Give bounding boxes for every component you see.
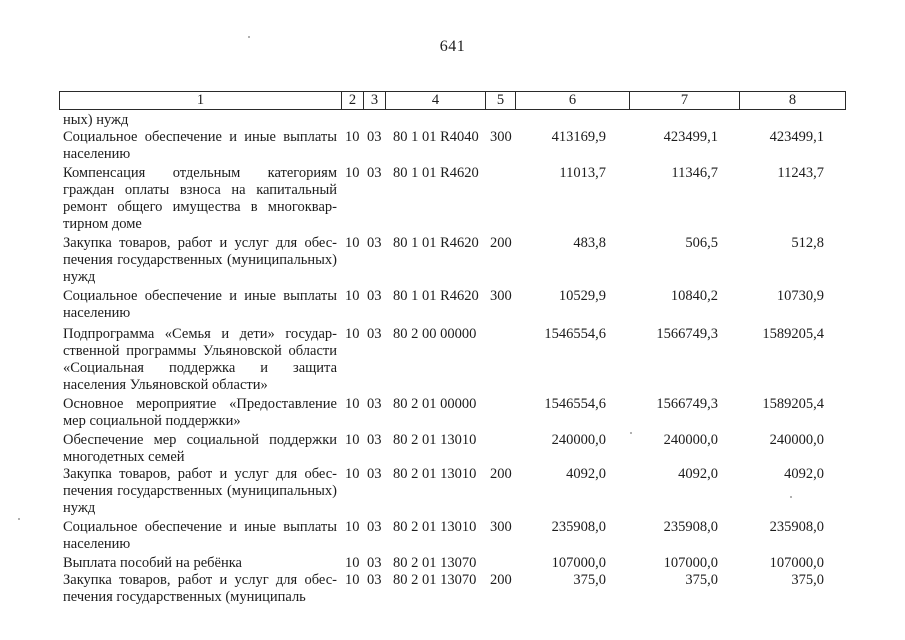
row-col-3: 03 — [367, 165, 382, 181]
row-col-3: 03 — [367, 466, 382, 482]
table-body — [0, 112, 905, 640]
header-col-7: 7 — [630, 92, 740, 109]
row-col-8: 1589205,4 — [762, 326, 824, 342]
row-col-6: 4092,0 — [566, 466, 606, 482]
row-name: Выплата пособий на ребёнка — [63, 555, 242, 571]
row-col-5: 300 — [490, 129, 512, 145]
row-col-7: 240000,0 — [663, 432, 718, 448]
table-row — [0, 519, 905, 553]
header-col-8: 8 — [788, 92, 797, 108]
row-col-4: 80 2 01 00000 — [393, 396, 477, 412]
row-col-8: 235908,0 — [769, 519, 824, 535]
table-row — [0, 396, 905, 430]
row-col-7: 506,5 — [685, 235, 718, 251]
row-col-6: 375,0 — [573, 572, 606, 588]
row-col-7: 11346,7 — [671, 165, 718, 181]
row-col-2: 10 — [345, 288, 360, 304]
table-row — [0, 326, 905, 394]
row-col-2: 10 — [345, 396, 360, 412]
row-name: Социальное обеспечение и иные выплаты населению — [63, 288, 337, 321]
header-col-2: 2 — [342, 92, 364, 109]
row-name: Социальное обеспечение и иные выплаты населению — [63, 129, 337, 162]
row-col-8: 10730,9 — [776, 288, 824, 304]
row-col-5: 200 — [490, 572, 512, 588]
row-col-6: 1546554,6 — [544, 326, 606, 342]
row-col-4: 80 2 01 13010 — [393, 432, 477, 448]
row-col-8: 375,0 — [791, 572, 824, 588]
table-row — [0, 555, 905, 572]
row-col-4: 80 2 01 13070 — [393, 572, 477, 588]
row-col-2: 10 — [345, 432, 360, 448]
row-col-7: 1566749,3 — [656, 326, 718, 342]
row-col-6: 240000,0 — [551, 432, 606, 448]
row-col-6: 107000,0 — [551, 555, 606, 571]
row-col-3: 03 — [367, 396, 382, 412]
row-col-7: 1566749,3 — [656, 396, 718, 412]
row-col-5: 200 — [490, 235, 512, 251]
row-col-4: 80 1 01 R4620 — [393, 165, 479, 181]
scan-speck — [248, 36, 250, 38]
row-col-2: 10 — [345, 519, 360, 535]
row-col-7: 423499,1 — [663, 129, 718, 145]
table-row — [0, 288, 905, 322]
row-name: Социальное обеспечение и иные выплаты населению — [63, 519, 337, 552]
row-col-6: 10529,9 — [558, 288, 606, 304]
continuation-row — [0, 112, 905, 129]
header-col-3: 3 — [364, 92, 386, 109]
row-col-3: 03 — [367, 519, 382, 535]
row-col-3: 03 — [367, 432, 382, 448]
table-rows — [0, 129, 905, 606]
row-col-7: 10840,2 — [670, 288, 718, 304]
scan-speck — [630, 432, 632, 434]
row-col-8: 240000,0 — [769, 432, 824, 448]
table-row — [0, 432, 905, 466]
row-name: Обеспечение мер социальной поддержки многодетных семей — [63, 432, 337, 465]
table-row — [0, 165, 905, 233]
scan-speck — [18, 518, 20, 520]
page-number: 641 — [439, 38, 466, 55]
table-row — [0, 129, 905, 163]
row-col-4: 80 2 01 13010 — [393, 466, 477, 482]
row-col-8: 423499,1 — [769, 129, 824, 145]
row-col-6: 235908,0 — [551, 519, 606, 535]
row-col-8: 1589205,4 — [762, 396, 824, 412]
row-name: Закупка товаров, работ и услуг для обеспечения государственных (муниципальных) нужд — [63, 235, 337, 285]
row-col-2: 10 — [345, 326, 360, 342]
row-col-3: 03 — [367, 129, 382, 145]
table-header — [59, 91, 846, 110]
row-col-6: 483,8 — [573, 235, 606, 251]
row-col-3: 03 — [367, 326, 382, 342]
row-col-7: 235908,0 — [663, 519, 718, 535]
row-col-8: 512,8 — [791, 235, 824, 251]
row-col-2: 10 — [345, 466, 360, 482]
row-col-5: 300 — [490, 288, 512, 304]
row-col-6: 1546554,6 — [544, 396, 606, 412]
row-col-8: 107000,0 — [769, 555, 824, 571]
row-col-4: 80 1 01 R4620 — [393, 288, 479, 304]
row-name: Закупка товаров, работ и услуг для обеспечения государственных (муниципаль — [63, 572, 337, 605]
row-name: Компенсация отдельным категориям граждан оплаты взноса на капитальный ремонт общего имущества в многоквартирном доме — [63, 165, 337, 232]
header-col-6: 6 — [516, 92, 630, 109]
table-row — [0, 235, 905, 286]
scan-speck — [790, 496, 792, 498]
row-name: Подпрограмма «Семья и дети» государственной программы Ульяновской области «Социальная поддержка и защита населения Ульяновской области» — [63, 326, 337, 393]
header-col-4: 4 — [386, 92, 486, 109]
row-col-2: 10 — [345, 235, 360, 251]
row-col-6: 11013,7 — [559, 165, 606, 181]
table-row — [0, 466, 905, 517]
row-col-4: 80 1 01 R4040 — [393, 129, 479, 145]
row-col-4: 80 1 01 R4620 — [393, 235, 479, 251]
row-col-8: 11243,7 — [777, 165, 824, 181]
row-col-4: 80 2 01 13070 — [393, 555, 477, 571]
row-col-7: 4092,0 — [678, 466, 718, 482]
row-col-2: 10 — [345, 555, 360, 571]
row-col-2: 10 — [345, 165, 360, 181]
row-col-5: 200 — [490, 466, 512, 482]
row-col-4: 80 2 01 13010 — [393, 519, 477, 535]
row-name: Закупка товаров, работ и услуг для обеспечения государственных (муниципальных) нужд — [63, 466, 337, 516]
row-col-7: 107000,0 — [663, 555, 718, 571]
row-col-3: 03 — [367, 235, 382, 251]
header-col-5: 5 — [486, 92, 516, 109]
table-row — [0, 572, 905, 606]
row-col-7: 375,0 — [685, 572, 718, 588]
continuation-text: ных) нужд — [63, 112, 129, 128]
header-col-1: 1 — [60, 92, 342, 109]
row-col-3: 03 — [367, 572, 382, 588]
row-col-3: 03 — [367, 288, 382, 304]
row-col-5: 300 — [490, 519, 512, 535]
row-col-8: 4092,0 — [784, 466, 824, 482]
row-name: Основное мероприятие «Предоставление мер социальной поддержки» — [63, 396, 337, 429]
row-col-2: 10 — [345, 129, 360, 145]
row-col-4: 80 2 00 00000 — [393, 326, 477, 342]
row-col-2: 10 — [345, 572, 360, 588]
row-col-6: 413169,9 — [551, 129, 606, 145]
row-col-3: 03 — [367, 555, 382, 571]
